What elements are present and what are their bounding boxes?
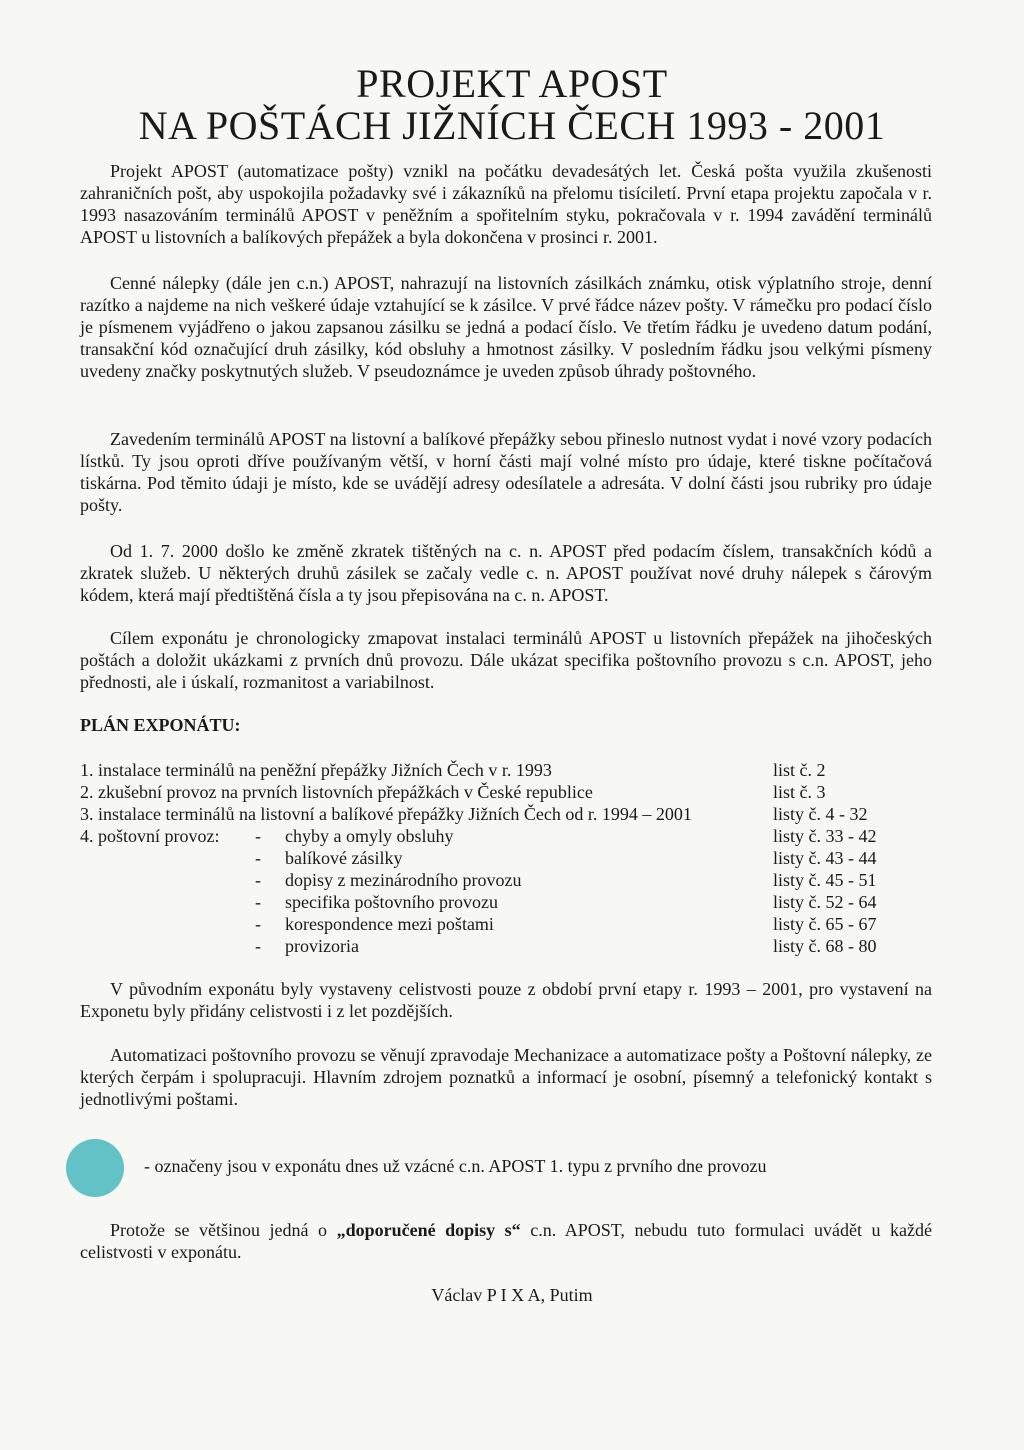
plan-row-sheet: list č. 2 [773,760,826,780]
plan-list [80,759,932,957]
plan-row-subitem: korespondence mezi poštami [285,914,494,934]
plan-row-subitem: dopisy z mezinárodního provozu [285,870,522,890]
paragraph-forms: Zavedením terminálů APOST na listovní a balíkové přepážky sebou přineslo nutnost vydat i nové vzory podacích lístků. Ty jsou oproti dříve používaným větší, v horní části mají volné místo pro údaje, které tiskne počítačová tiskárna. Pod těmito údaji je místo, kde se uvádějí adresy odesílatele a adresáta. V dolní části jsou rubriky pro údaje pošty. [80,429,932,515]
paragraph-labels: Cenné nálepky (dále jen c.n.) APOST, nahrazují na listovních zásilkách známku, otisk výplatního stroje, denní razítko a najdeme na nich veškeré údaje vztahující se k zásilce. V prvé řádce název pošty. V rámečku pro podací číslo je písmenem vyjádřeno o jakou zapsanou zásilku se jedná a podací číslo. Ve třetím řádku je uvedeno datum podání, transakční kód označující druh zásilky, kód obsluhy a hmotnost zásilky. V posledním řádku jsou velkými písmeny uvedeny značky poskytnutých služeb. V pseudoznámce je uveden způsob úhrady poštovného. [80,273,932,381]
plan-row [80,891,932,913]
legend [66,1139,966,1199]
plan-heading: PLÁN EXPONÁTU: [80,715,241,735]
plan-row-dash: - [255,892,261,912]
paragraph-intro: Projekt APOST (automatizace pošty) vznikl na počátku devadesátých let. Česká pošta využila zkušenosti zahraničních pošt, aby uspokojila požadavky své i zákazníků na přelomu tisíciletí. První etapa projektu započala v r. 1993 nasazováním terminálů APOST v peněžním a spořitelním styku, pokračovala v r. 1994 zavádění terminálů APOST u listovních a balíkových přepážek a byla dokončena v prosinci r. 2001. [80,161,932,247]
closing-bold: „doporučené dopisy s“ [336,1220,521,1240]
plan-row-sheet: list č. 3 [773,782,826,802]
plan-row-sheet: listy č. 4 - 32 [773,804,868,824]
plan-row-sheet: listy č. 45 - 51 [773,870,877,890]
plan-row-text: 2. zkušební provoz na prvních listovních přepážkách v České republice [80,782,593,802]
plan-row-subitem: specifika poštovního provozu [285,892,498,912]
paragraph-changes: Od 1. 7. 2000 došlo ke změně zkratek tištěných na c. n. APOST před podacím číslem, transakčních kódů a zkratek služeb. U některých druhů zásilek se začaly vedle c. n. APOST používat nové druhy nálepek s čárovým kódem, která mají předtištěná čísla a ty jsou přepisována na c. n. APOST. [80,541,932,605]
paragraph-closing [80,1219,932,1263]
legend-text: - označeny jsou v exponátu dnes už vzácné c.n. APOST 1. typu z prvního dne provozu [144,1156,767,1176]
plan-row-dash: - [255,848,261,868]
plan-row [80,869,932,891]
plan-row-text: 3. instalace terminálů na listovní a balíkové přepážky Jižních Čech od r. 1994 – 2001 [80,804,692,824]
plan-row-text: 4. poštovní provoz: [80,826,220,846]
plan-row [80,825,932,847]
plan-row-subitem: balíkové zásilky [285,848,403,868]
plan-row-sheet: listy č. 33 - 42 [773,826,877,846]
plan-row [80,803,932,825]
paragraph-goal: Cílem exponátu je chronologicky zmapovat instalaci terminálů APOST u listovních přepážek na jihočeských poštách a doložit ukázkami z prvních dnů provozu. Dále ukázat specifika poštovního provozu s c.n. APOST, jeho přednosti, ale i úskalí, rozmanitost a variabilnost. [80,628,932,692]
title-line-1: PROJEKT APOST [356,61,668,106]
plan-row-sheet: listy č. 43 - 44 [773,848,877,868]
plan-row [80,935,932,957]
closing-before: Protože se většinou jedná o [110,1220,337,1240]
plan-row-dash: - [255,870,261,890]
plan-row-text: 1. instalace terminálů na peněžní přepážky Jižních Čech v r. 1993 [80,760,552,780]
plan-row-dash: - [255,826,261,846]
plan-row-dash: - [255,936,261,956]
rare-label-dot-icon [66,1139,124,1197]
plan-row [80,847,932,869]
plan-row-subitem: chyby a omyly obsluhy [285,826,454,846]
plan-row [80,759,932,781]
closing-after: c.n. APOST, nebudu tuto formulaci uvádět u každé celistvosti v exponátu. [80,1220,932,1262]
plan-row-sheet: listy č. 65 - 67 [773,914,877,934]
title-line-2: NA POŠTÁCH JIŽNÍCH ČECH 1993 - 2001 [138,103,886,148]
paragraph-sources: Automatizaci poštovního provozu se věnují zpravodaje Mechanizace a automatizace pošty a Poštovní nálepky, ze kterých čerpám i spolupracuji. Hlavním zdrojem poznatků a informací je osobní, písemný a telefonický kontakt s jednotlivými poštami. [80,1045,932,1109]
plan-row-sheet: listy č. 52 - 64 [773,892,877,912]
plan-row-sheet: listy č. 68 - 80 [773,936,877,956]
paragraph-exponet: V původním exponátu byly vystaveny celistvosti pouze z období první etapy r. 1993 – 2001, pro vystavení na Exponetu byly přidány celistvosti i z let pozdějších. [80,979,932,1021]
plan-row-subitem: provizoria [285,936,359,956]
plan-row-dash: - [255,914,261,934]
signature: Václav P I X A, Putim [431,1285,593,1305]
plan-row [80,913,932,935]
plan-row [80,781,932,803]
